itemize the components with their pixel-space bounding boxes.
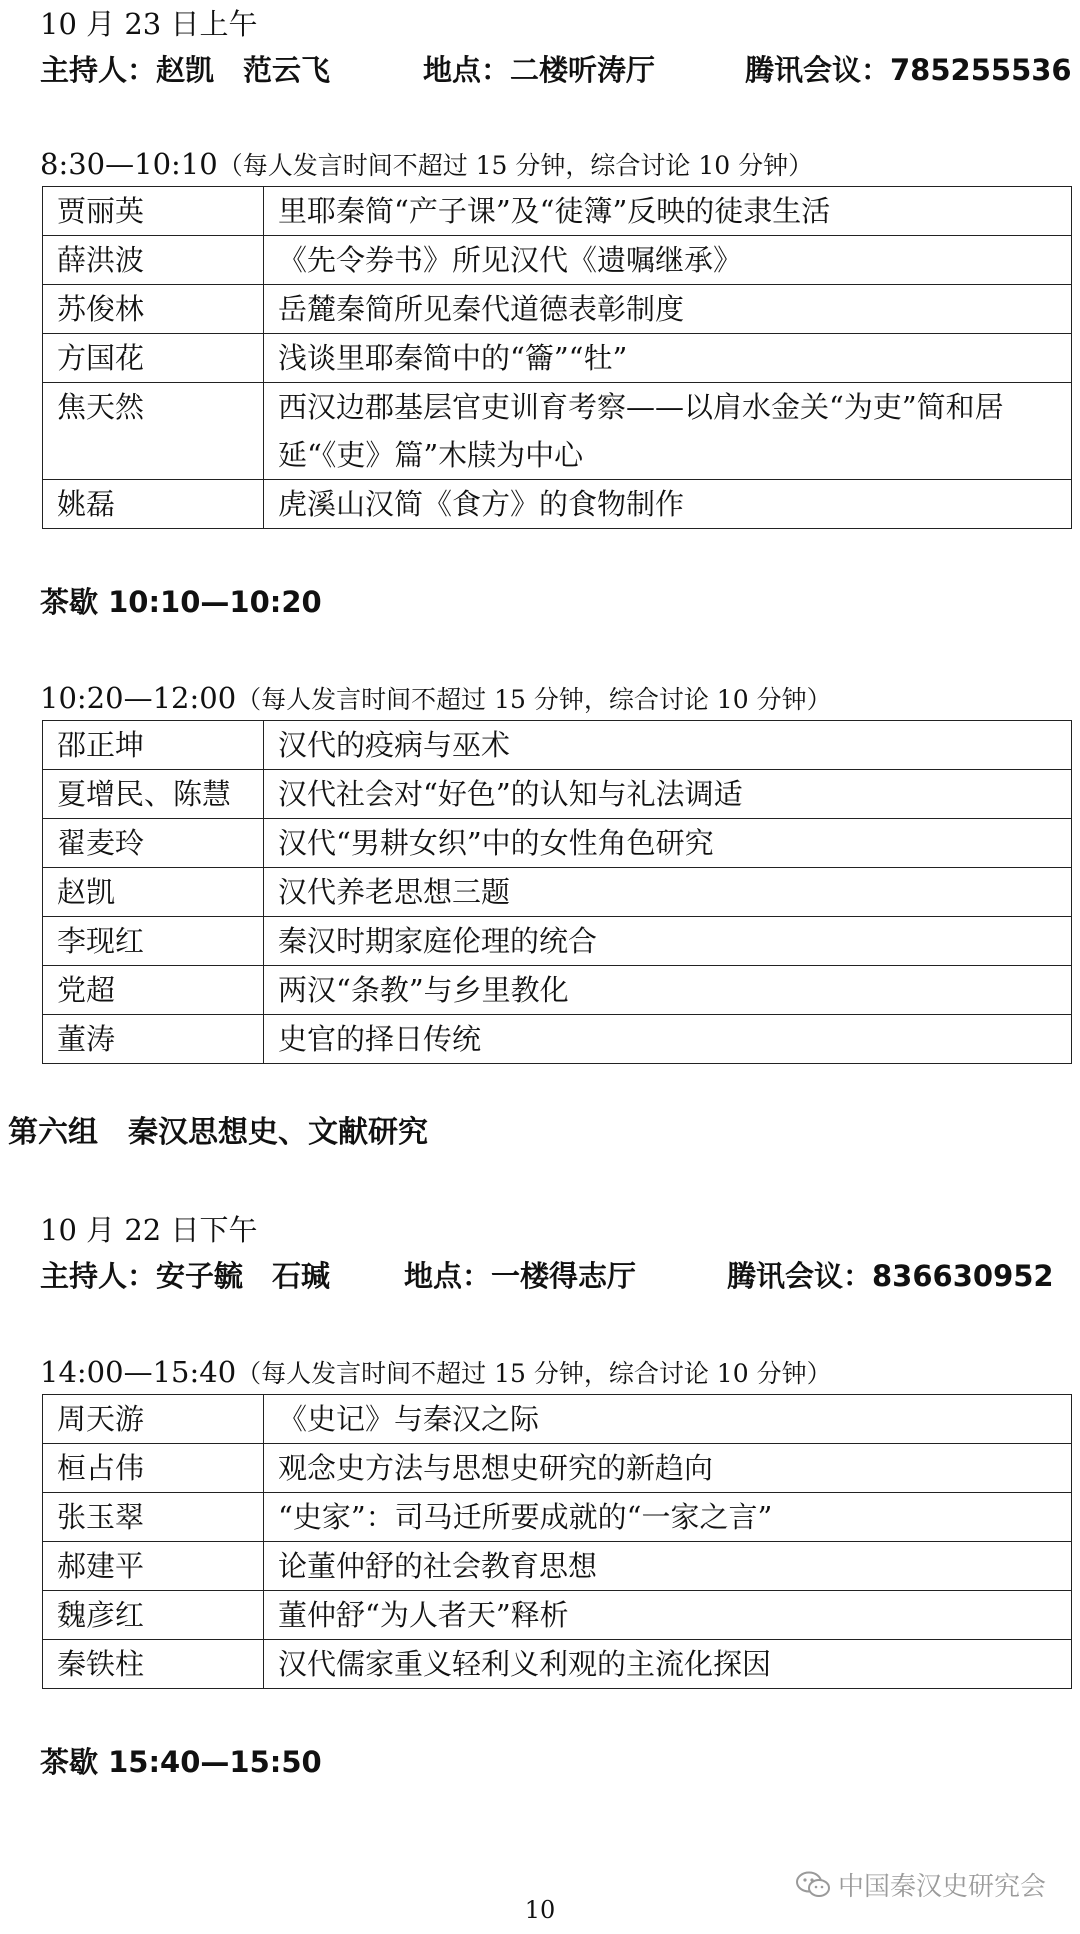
paper-title: 汉代“男耕女织”中的女性角色研究 — [264, 819, 1072, 868]
paper-title: 汉代养老思想三题 — [264, 868, 1072, 917]
speaker-name: 董涛 — [43, 1015, 264, 1064]
table-row — [43, 285, 1072, 334]
paper-title: 汉代的疫病与巫术 — [264, 721, 1072, 770]
paper-title: 《先令券书》所见汉代《遗嘱继承》 — [264, 236, 1072, 285]
speaker-name: 郝建平 — [43, 1542, 264, 1591]
table-row — [43, 1493, 1072, 1542]
paper-title: 两汉“条教”与乡里教化 — [264, 966, 1072, 1015]
paper-title: 岳麓秦简所见秦代道德表彰制度 — [264, 285, 1072, 334]
table-row — [43, 1591, 1072, 1640]
session-date: 10 月 22 日下午 — [40, 1213, 258, 1247]
paper-title: 汉代社会对“好色”的认知与礼法调适 — [264, 770, 1072, 819]
table-row — [43, 1542, 1072, 1591]
paper-title: 秦汉时期家庭伦理的统合 — [264, 917, 1072, 966]
paper-title: 史官的择日传统 — [264, 1015, 1072, 1064]
table-row — [43, 819, 1072, 868]
watermark-text: 中国秦汉史研究会 — [837, 1872, 1046, 1902]
location-label: 地点：一楼得志厅 — [404, 1259, 637, 1293]
time-note: （每人发言时间不超过 15 分钟，综合讨论 10 分钟） — [217, 151, 814, 180]
table-row — [43, 1640, 1072, 1689]
paper-title: 里耶秦简“产子课”及“徒簿”反映的徒隶生活 — [264, 187, 1072, 236]
table-row — [43, 1015, 1072, 1064]
group-title: 第六组 秦汉思想史、文献研究 — [8, 1115, 428, 1150]
time-note: （每人发言时间不超过 15 分钟，综合讨论 10 分钟） — [236, 1359, 832, 1388]
paper-title: 董仲舒“为人者天”释析 — [264, 1591, 1072, 1640]
table-row — [43, 770, 1072, 819]
table-row — [43, 868, 1072, 917]
block-time — [40, 680, 832, 718]
speaker-name: 周天游 — [43, 1395, 264, 1444]
table-row — [43, 1444, 1072, 1493]
speaker-name: 薛洪波 — [43, 236, 264, 285]
speaker-name: 苏俊林 — [43, 285, 264, 334]
session-info — [40, 1258, 1054, 1294]
table-row — [43, 187, 1072, 236]
tea-break: 茶歇 10:10—10:20 — [40, 585, 322, 619]
speaker-name: 焦天然 — [43, 383, 264, 480]
meeting-label: 腾讯会议：785255536 — [745, 53, 1072, 87]
speaker-name: 张玉翠 — [43, 1493, 264, 1542]
schedule-table — [42, 186, 1072, 529]
speaker-name: 夏增民、陈慧 — [43, 770, 264, 819]
speaker-name: 姚磊 — [43, 480, 264, 529]
table-row — [43, 1395, 1072, 1444]
host-label: 主持人：赵凯 范云飞 — [40, 53, 331, 87]
table-row — [43, 383, 1072, 480]
paper-title: 观念史方法与思想史研究的新趋向 — [264, 1444, 1072, 1493]
table-row — [43, 917, 1072, 966]
location-label: 地点：二楼听涛厅 — [423, 53, 656, 87]
paper-title: 论董仲舒的社会教育思想 — [264, 1542, 1072, 1591]
speaker-name: 党超 — [43, 966, 264, 1015]
paper-title: 汉代儒家重义轻利义利观的主流化探因 — [264, 1640, 1072, 1689]
schedule-table — [42, 720, 1072, 1064]
paper-title: 西汉边郡基层官吏训育考察——以肩水金关“为吏”简和居延“《吏》篇”木牍为中心 — [264, 383, 1072, 480]
block-time — [40, 1354, 832, 1392]
speaker-name: 邵正坤 — [43, 721, 264, 770]
speaker-name: 翟麦玲 — [43, 819, 264, 868]
session-date: 10 月 23 日上午 — [40, 7, 258, 41]
table-row — [43, 480, 1072, 529]
paper-title: 浅谈里耶秦简中的“籥”“牡” — [264, 334, 1072, 383]
table-row — [43, 966, 1072, 1015]
paper-title: “史家”：司马迁所要成就的“一家之言” — [264, 1493, 1072, 1542]
paper-title: 虎溪山汉简《食方》的食物制作 — [264, 480, 1072, 529]
time-range: 14:00—15:40 — [40, 1355, 237, 1389]
speaker-name: 秦铁柱 — [43, 1640, 264, 1689]
meeting-label: 腾讯会议：836630952 — [727, 1259, 1054, 1293]
page-number: 10 — [524, 1896, 556, 1924]
paper-title: 《史记》与秦汉之际 — [264, 1395, 1072, 1444]
wechat-icon — [796, 1871, 830, 1899]
schedule-table — [42, 1394, 1072, 1689]
block-time — [40, 146, 813, 184]
speaker-name: 贾丽英 — [43, 187, 264, 236]
table-row — [43, 721, 1072, 770]
speaker-name: 桓占伟 — [43, 1444, 264, 1493]
session-info — [40, 52, 1072, 88]
speaker-name: 赵凯 — [43, 868, 264, 917]
table-row — [43, 236, 1072, 285]
speaker-name: 李现红 — [43, 917, 264, 966]
time-range: 10:20—12:00 — [40, 681, 237, 715]
speaker-name: 魏彦红 — [43, 1591, 264, 1640]
speaker-name: 方国花 — [43, 334, 264, 383]
host-label: 主持人：安子毓 石瑊 — [40, 1259, 331, 1293]
time-range: 8:30—10:10 — [40, 147, 218, 181]
tea-break: 茶歇 15:40—15:50 — [40, 1745, 322, 1779]
table-row — [43, 334, 1072, 383]
time-note: （每人发言时间不超过 15 分钟，综合讨论 10 分钟） — [236, 685, 832, 714]
